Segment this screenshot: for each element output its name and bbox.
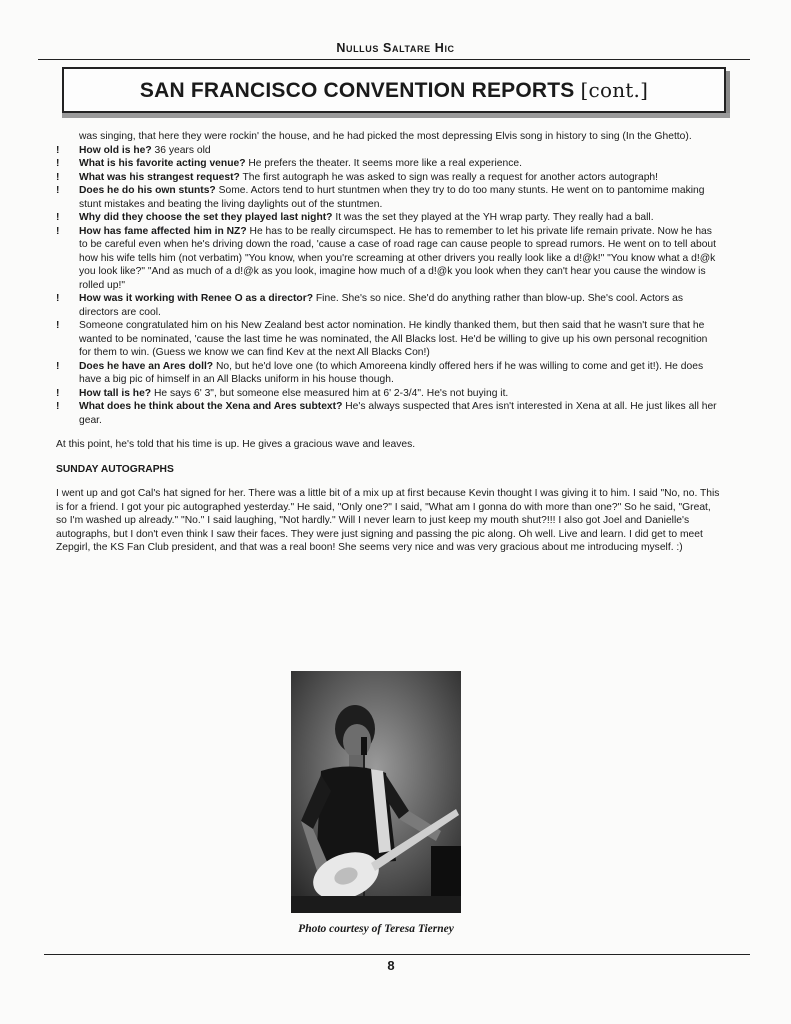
question: What was his strangest request? [79, 171, 240, 183]
question: How has fame affected him in NZ? [79, 225, 247, 237]
autograph-paragraph: I went up and got Cal's hat signed for her. There was a little bit of a mix up at first because Kevin thought I was giving it to him. I said "No, no. This is for a friend. I got your pic autographed yesterday." He said, "Only one?" I said, "What am I gonna do with more than one?" So he said, "Great, so I'm washed up already." "No." I said laughing, "Not hardly." Will I never learn to just keep my mouth shut?!!! I also got Joel and Danielle's autographs, but I don't even think I saw their faces. They were just signing and passing the pic along. Oh well. Live and learn. I did get to meet Zepgirl, the KS Fan Club president, and that was a real boon! She seems very nice and was very gracious about me introducing myself. :) [56, 488, 720, 553]
qa-text [79, 157, 720, 171]
title-shade-bar [62, 113, 730, 118]
answer: Someone congratulated him on his New Zealand best actor nomination. He kindly thanked them, but then said that he wasn't sure that he wanted to be nominated, 'cause the last time he was nominated, the All Blacks lost. He'd be willing to give up his own personal recognition for them to win. (Guess we know we can find Kev at the next All Blacks Con!) [79, 320, 708, 358]
qa-item [56, 319, 720, 360]
question: How tall is he? [79, 387, 152, 399]
qa-item [56, 387, 720, 401]
bullet-icon: ! [56, 387, 60, 399]
title-main: SAN FRANCISCO CONVENTION REPORTS [139, 78, 581, 102]
qa-text [79, 184, 720, 211]
page-number: 8 [387, 958, 395, 973]
answer: He says 6' 3", but someone else measured him at 6' 2-3/4". He's not buying it. [151, 387, 509, 399]
qa-item [56, 292, 720, 319]
question: Why did they choose the set they played last night? [79, 212, 333, 223]
qa-item [56, 360, 720, 387]
photo-caption: Photo courtesy of Teresa Tierney [298, 923, 454, 935]
answer: The first autograph he was asked to sign was really a request for another actors autograph! [239, 171, 659, 183]
answer: He prefers the theater. It seems more like a real experience. [245, 158, 522, 169]
qa-text [79, 225, 720, 293]
qa-item [56, 144, 720, 158]
bullet-icon: ! [56, 293, 60, 304]
closing-paragraph: At this point, he's told that his time is up. He gives a gracious wave and leaves. [56, 439, 416, 450]
qa-item [56, 225, 720, 293]
question: Does he do his own stunts? [79, 185, 216, 196]
article-body [56, 130, 720, 555]
bullet-icon: ! [56, 320, 60, 331]
page-title [140, 78, 648, 103]
intro-line: was singing, that here they were rockin' the house, and he had picked the most depressing Elvis song in history to sing (In the Ghetto). [79, 131, 692, 142]
section-heading: SUNDAY AUTOGRAPHS [56, 463, 174, 475]
top-rule [38, 59, 750, 60]
bullet-icon: ! [56, 171, 60, 183]
qa-item [56, 157, 720, 171]
bullet-icon: ! [56, 225, 60, 237]
bottom-rule [44, 954, 750, 955]
qa-item [56, 184, 720, 211]
title-box [62, 67, 726, 113]
question: How was it working with Renee O as a director? [79, 293, 314, 304]
masthead: Nullus Saltare Hic [336, 41, 455, 55]
qa-item [56, 171, 720, 185]
question: Does he have an Ares doll? [79, 360, 214, 372]
bullet-icon: ! [56, 185, 60, 196]
qa-text [79, 387, 720, 401]
question: What does he think about the Xena and Ares subtext? [79, 401, 343, 412]
bullet-icon: ! [56, 212, 60, 223]
qa-text [79, 144, 720, 158]
qa-text [79, 360, 720, 387]
qa-list [56, 144, 720, 428]
question: How old is he? [79, 144, 152, 156]
performer-photo [291, 671, 461, 913]
qa-text [79, 400, 720, 427]
qa-text [79, 171, 720, 185]
answer: It was the set they played at the YH wrap party. They really had a ball. [332, 212, 654, 223]
question: What is his favorite acting venue? [79, 158, 246, 169]
bullet-icon: ! [56, 401, 60, 412]
qa-item [56, 400, 720, 427]
photo-image [291, 671, 461, 913]
answer: He has to be really circumspect. He has to remember to let his private life remain private. Now he has to be careful even when he's driving down the road, 'cause a case of road rage can cause people to spread rumors. He went on to tell about how his wife tells him (not verbatim) "You know, when you're screaming at other drivers you really look like a d!@k!" "You know what a d!@k you look like?" "And as much of a d!@k as you look, imagine how much of a d!@k you look when they can't hear you cause the window is rolled up!" [79, 225, 717, 291]
answer: He's always suspected that Ares isn't interested in Xena at all. He just likes all her gear. [79, 401, 717, 426]
qa-text [79, 211, 720, 225]
qa-text [79, 292, 720, 319]
answer: Fine. She's so nice. She'd do anything rather than blow-up. She's cool. Actors as directors are cool. [79, 293, 683, 318]
answer: Some. Actors tend to hurt stuntmen when they try to do too many stunts. He went on to pantomime making stunt mistakes and beating the living daylights out of the stuntmen. [79, 185, 705, 210]
qa-text [79, 319, 720, 360]
bullet-icon: ! [56, 144, 60, 156]
qa-item [56, 211, 720, 225]
bullet-icon: ! [56, 158, 60, 169]
answer: 36 years old [151, 144, 211, 156]
answer: No, but he'd love one (to which Amoreena kindly offered hers if he was willing to come and get it!). He does have a big pic of himself in an All Blacks uniform in his house though. [79, 360, 704, 385]
title-cont: [cont.] [580, 77, 649, 102]
bullet-icon: ! [56, 360, 60, 372]
